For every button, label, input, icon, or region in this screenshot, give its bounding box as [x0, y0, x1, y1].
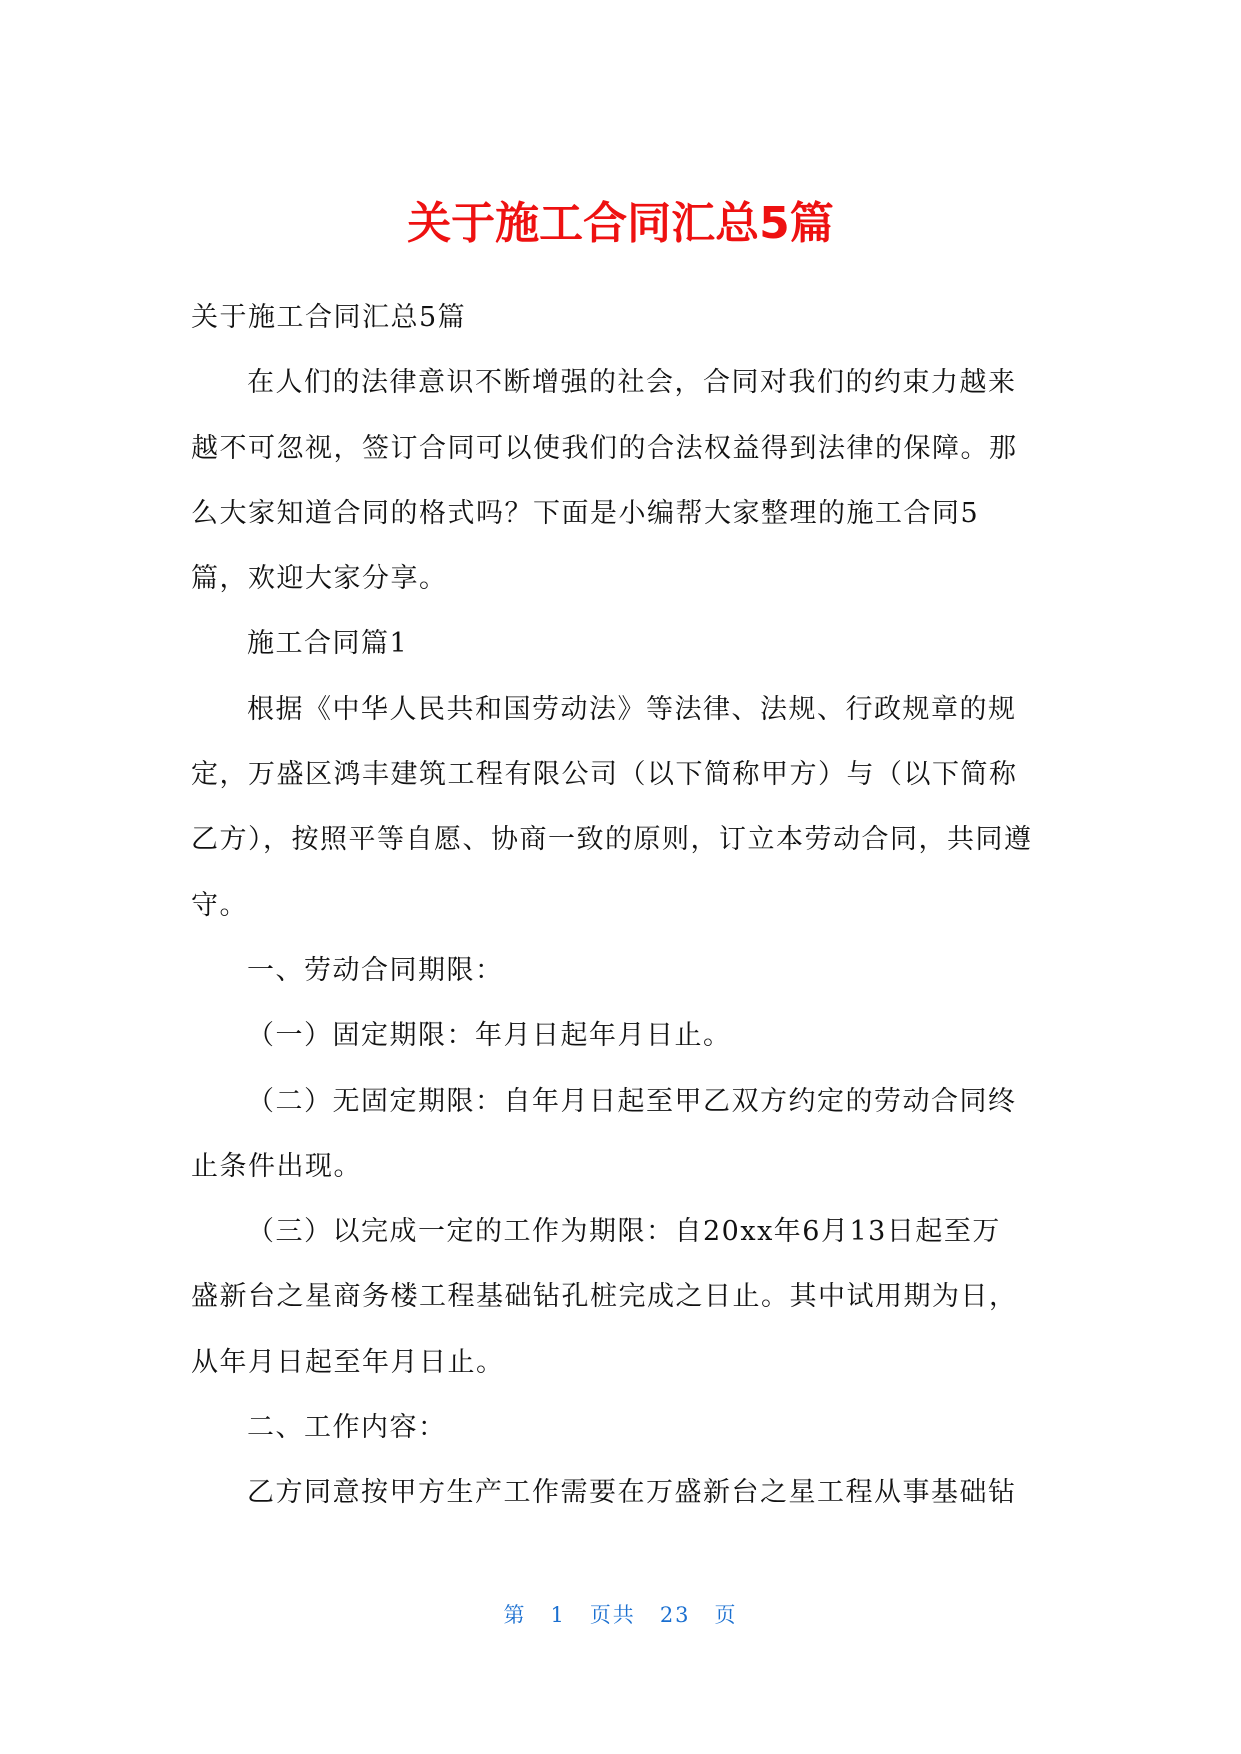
document-line: 关于施工合同汇总5篇 [191, 302, 467, 333]
document-line: 乙方同意按甲方生产工作需要在万盛新台之星工程从事基础钻 [247, 1477, 1017, 1509]
document-line: 守。 [191, 889, 248, 921]
document-line: 止条件出现。 [191, 1150, 362, 1182]
document-body [191, 285, 1061, 1526]
page-label-prefix: 第 [503, 1603, 527, 1627]
document-line: （二）无固定期限：自年月日起至甲乙双方约定的劳动合同终 [247, 1085, 1017, 1117]
document-line: 盛新台之星商务楼工程基础钻孔桩完成之日止。其中试用期为日， [191, 1281, 1018, 1313]
document-title: 关于施工合同汇总5篇 [407, 198, 834, 249]
page-label-mid: 页共 [589, 1603, 636, 1627]
document-line: 二、工作内容： [247, 1412, 447, 1444]
document-line: 一、劳动合同期限： [247, 954, 504, 986]
current-page-number: 1 [550, 1603, 566, 1627]
document-line: 么大家知道合同的格式吗？下面是小编帮大家整理的施工合同5 [191, 497, 980, 529]
document-line: 乙方），按照平等自愿、协商一致的原则，订立本劳动合同，共同遵 [191, 824, 1033, 856]
document-line: （三）以完成一定的工作为期限：自20xx年6月13日起至万 [247, 1216, 1001, 1248]
document-line: 越不可忽视，签订合同可以使我们的合法权益得到法律的保障。那 [191, 432, 1018, 464]
document-line: 定，万盛区鸿丰建筑工程有限公司（以下简称甲方）与（以下简称 [191, 759, 1018, 791]
document-line: 篇，欢迎大家分享。 [191, 563, 448, 595]
page-footer [0, 1600, 1241, 1630]
document-line: 根据《中华人民共和国劳动法》等法律、法规、行政规章的规 [247, 693, 1017, 725]
page-label-suffix: 页 [714, 1603, 738, 1627]
document-line: 在人们的法律意识不断增强的社会，合同对我们的约束力越来 [247, 367, 1017, 399]
document-line: （一）固定期限：年月日起年月日止。 [247, 1020, 732, 1052]
document-line: 施工合同篇1 [247, 628, 409, 660]
total-pages-number: 23 [659, 1603, 691, 1627]
document-line: 从年月日起至年月日止。 [191, 1346, 505, 1378]
